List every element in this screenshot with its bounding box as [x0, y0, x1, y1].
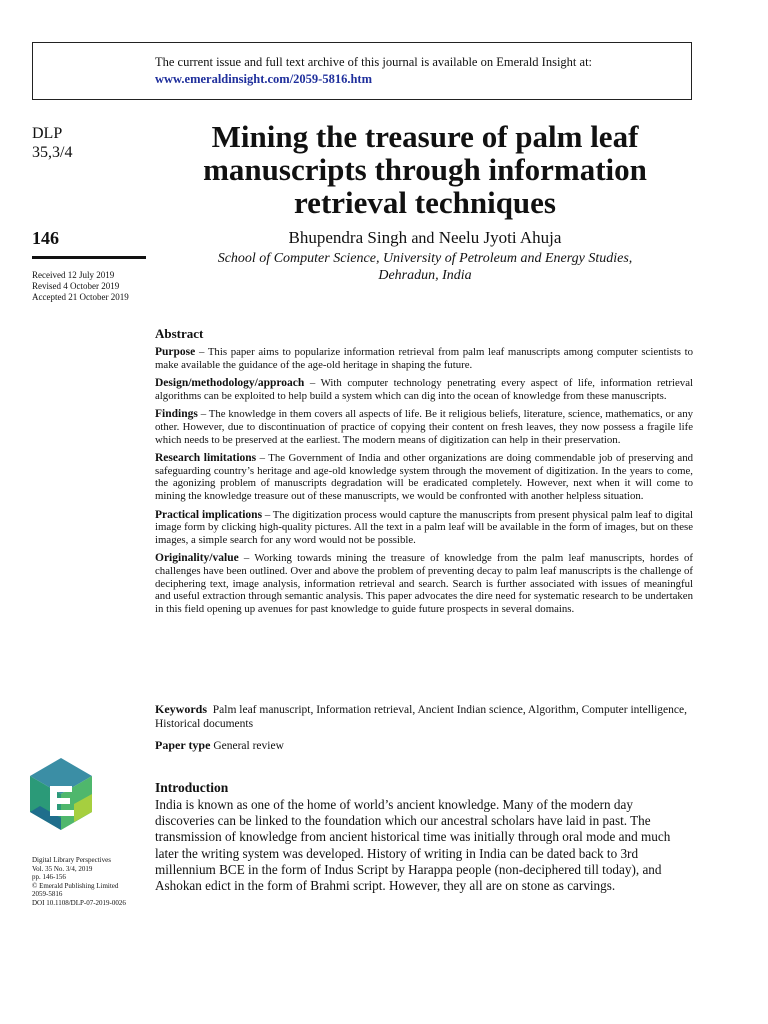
- issn: 2059-5816: [32, 890, 63, 899]
- divider-rule: [32, 256, 146, 259]
- section-text: – The Government of India and other organizations are doing commendable job of preserving and safeguarding country’s heritage and age-old knowledge system through the movement of digitization. In the years to come, the agonizing problem of manuscripts degradation will be eradicated completely. However, next when it will come to mining the knowledge treasure out of these manuscripts, we would be confronted with another helpless situation.: [155, 452, 693, 502]
- affiliation: [158, 250, 692, 284]
- section-label: Practical implications: [155, 508, 263, 521]
- abstract-design: [155, 377, 693, 402]
- keywords-text: Palm leaf manuscript, Information retrieval, Ancient Indian science, Algorithm, Computer intelligence, Historical documents: [155, 704, 687, 730]
- paper-type-value: General review: [213, 740, 284, 752]
- section-label: Findings: [155, 408, 198, 421]
- section-label: Research limitations: [155, 452, 257, 465]
- abstract-section: [155, 326, 693, 621]
- author-2: Neelu Jyoti Ahuja: [438, 228, 562, 247]
- section-label: Design/methodology/approach: [155, 377, 305, 390]
- revised-date: Revised 4 October 2019: [32, 281, 120, 291]
- volume-issue: 35,3/4: [32, 144, 73, 161]
- section-text: – This paper aims to popularize information retrieval from palm leaf manuscripts among computer scientists to make available the guidance of the age-old heritage in shaping the future.: [155, 346, 693, 371]
- doi-label: DOI: [32, 898, 45, 907]
- affiliation-line-2: Dehradun, India: [378, 268, 472, 283]
- copyright: © Emerald Publishing Limited: [32, 881, 119, 890]
- introduction-heading: Introduction: [155, 780, 229, 795]
- journal-url-link[interactable]: www.emeraldinsight.com/2059-5816.htm: [155, 72, 372, 86]
- section-text: – The digitization process would capture the manuscripts from present physical palm leaf to digital image form by clicking high-quality pictures. All the text in a palm leaf will be available in the form of images, but on these images, a simple search for any word would not be possible.: [155, 508, 694, 546]
- keywords: [155, 702, 693, 731]
- article-title: [158, 120, 692, 219]
- emerald-logo-icon: [30, 758, 92, 830]
- publication-info: [32, 856, 126, 908]
- introduction-text: India is known as one of the home of world’s ancient knowledge. Many of the modern day discoveries can be linked to the foundation which our ancestral scholars have laid in past. The transmission of knowledge from ancient historical time was initially through oral mode and much later the writing system was developed. History of writing in India can be dated back to 3rd millennium BCE in the form of Indus Script by Harappa people (non-deciphered till today), and Ashokan edict in the form of Brahmi script. However, they all are on stone as carvings.: [155, 797, 671, 894]
- title-line-1: Mining the treasure of palm leaf: [211, 119, 639, 154]
- author-1: Bhupendra Singh: [288, 228, 408, 247]
- access-info-box: [32, 42, 692, 100]
- section-label: Originality/value: [155, 552, 239, 565]
- keywords-label: Keywords: [155, 702, 207, 716]
- doi: [32, 899, 126, 908]
- section-label: Purpose: [155, 346, 196, 358]
- accepted-date: Accepted 21 October 2019: [32, 292, 129, 302]
- page-range: pp. 146-156: [32, 873, 66, 882]
- introduction-section: [155, 780, 695, 894]
- journal-code: DLP: [32, 125, 63, 142]
- journal-code-block: [32, 124, 72, 162]
- section-text: – With computer technology penetrating every aspect of life, information retrieval algorithms can be exploited to help build a system which can dig into the ocean of knowledge from these manuscripts.: [155, 377, 693, 402]
- article-dates: [32, 270, 129, 303]
- paper-type: [155, 738, 284, 753]
- abstract-heading: Abstract: [155, 326, 204, 341]
- abstract-originality: [155, 552, 693, 615]
- journal-name: Digital Library Perspectives: [32, 856, 111, 864]
- abstract-research-limitations: [155, 452, 693, 502]
- affiliation-line-1: School of Computer Science, University of Petroleum and Energy Studies,: [217, 251, 633, 266]
- title-line-2: manuscripts through information: [203, 152, 647, 187]
- volume-info: Vol. 35 No. 3/4, 2019: [32, 864, 93, 873]
- title-line-3: retrieval techniques: [293, 185, 557, 220]
- doi-link[interactable]: 10.1108/DLP-07-2019-0026: [46, 898, 126, 907]
- abstract-findings: [155, 408, 693, 446]
- received-date: Received 12 July 2019: [32, 270, 115, 280]
- access-info-text: The current issue and full text archive of this journal is available on Emerald Insight at:: [155, 55, 593, 69]
- page-number: 146: [32, 228, 59, 248]
- abstract-practical-implications: [155, 509, 693, 547]
- section-text: – The knowledge in them covers all aspects of life. Be it religious beliefs, literature, science, mathematics, or any other. However, due to discontinuation of practice of copying their content on fresh leaves, they now possess a fragile life which needs to be preserved at the earliest. The modern means of digitization can help in their preservation.: [155, 408, 693, 446]
- author-list: [158, 228, 692, 248]
- section-text: – Working towards mining the treasure of knowledge from the palm leaf manuscripts, hordes of challenges have been outlined. Over and above the problem of preventing decay to palm leaf manuscripts is the challenge of deciphering text, image analysis, information retrieval and search. Search is further associated with issues of meaningful and useful extraction through semantic analysis. This paper advocates the dire need for systematic research to be undertaken in this field opening up avenues for past knowledge to guide future prospects in several domains.: [155, 552, 693, 615]
- abstract-purpose: [155, 346, 693, 371]
- author-conjunction: and: [411, 230, 435, 247]
- paper-type-label: Paper type: [155, 738, 211, 752]
